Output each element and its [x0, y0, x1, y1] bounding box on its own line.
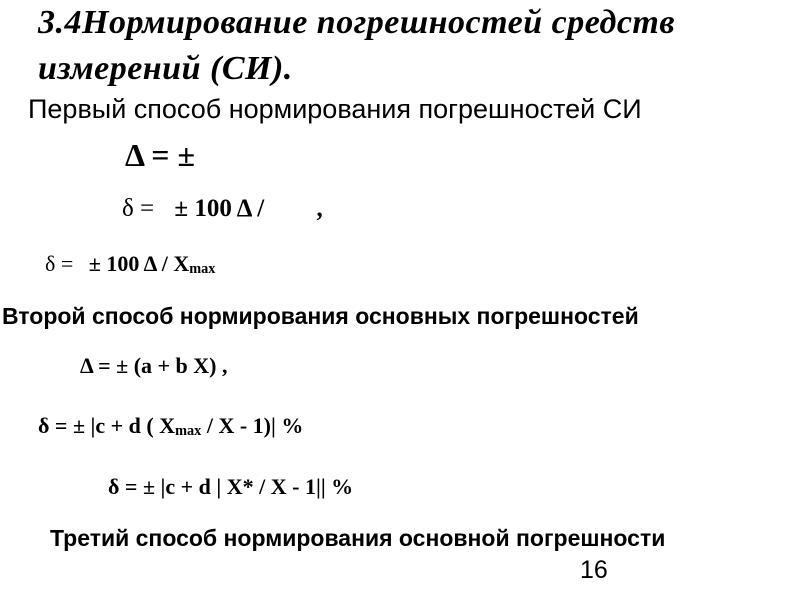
formula-part-post: / X - 1)| %	[201, 413, 304, 438]
formula-part-pre: δ = ± |c + d ( X	[38, 413, 176, 438]
formula-relative-error	[122, 195, 323, 223]
formula-comma: ,	[316, 195, 323, 222]
heading-third-method: Третий способ нормирования основной погрешности	[50, 525, 666, 551]
heading-second-method: Второй способ нормирования основных погрешностей	[2, 303, 639, 329]
formula-absolute-error-linear: Δ = ± (a + b X) ,	[80, 353, 228, 378]
formula-subscript: max	[189, 261, 216, 278]
formula-rhs: ± 100 Δ / X	[88, 251, 190, 276]
page-number: 16	[580, 556, 608, 584]
subtitle-first-method: Первый способ нормирования погрешностей СИ	[28, 94, 642, 124]
slide-title-line-1: 3.4Нормирование погрешностей средств	[38, 4, 676, 41]
slide-title-line-2: измерений (СИ).	[38, 50, 293, 87]
formula-subscript: max	[175, 423, 202, 440]
formula-rhs: ± 100 Δ /	[174, 195, 265, 222]
formula-lhs: δ =	[45, 251, 74, 276]
formula-relative-error-max	[38, 413, 303, 440]
formula-absolute-error: Δ = ±	[125, 137, 196, 173]
formula-relative-error-star: δ = ± |c + d | X* / X - 1|| %	[108, 474, 354, 499]
formula-lhs: δ =	[122, 195, 155, 222]
formula-reduced-error	[45, 251, 215, 278]
